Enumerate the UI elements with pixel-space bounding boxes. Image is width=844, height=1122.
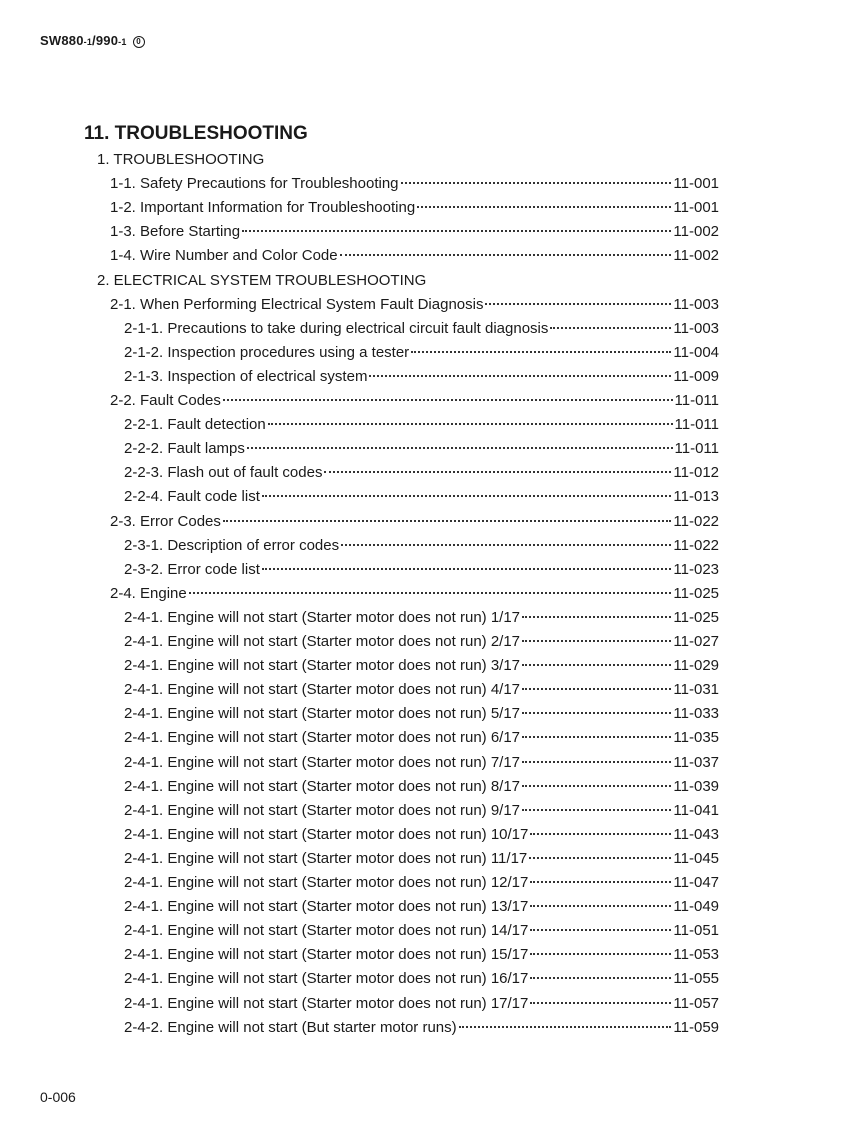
toc-entry-page: 11-009: [673, 367, 719, 385]
toc-entry[interactable]: [97, 270, 719, 294]
toc-entry[interactable]: [110, 221, 719, 245]
toc-entry-page: 11-011: [674, 416, 719, 434]
page-number: 0-006: [40, 1089, 76, 1105]
toc-leader-dots: [529, 857, 671, 859]
toc-entry-page: 11-011: [674, 392, 719, 409]
toc-leader-dots: [341, 544, 671, 546]
toc-entry[interactable]: [124, 920, 719, 944]
toc-entry-page: 11-012: [673, 464, 719, 482]
toc-entry-label: 2-4-1. Engine will not start (Starter motor does not run) 14/17: [124, 922, 529, 940]
toc-leader-dots: [268, 423, 673, 425]
toc-leader-dots: [530, 929, 671, 931]
toc-leader-dots: [522, 616, 671, 618]
toc-entry[interactable]: [124, 872, 719, 896]
toc-entry-label: 2-4-1. Engine will not start (Starter motor does not run) 16/17: [124, 970, 529, 988]
toc-entry-page: 11-047: [673, 874, 719, 891]
toc-entry-label: 2-4-1. Engine will not start (Starter motor does not run) 5/17: [124, 705, 521, 723]
toc-leader-dots: [530, 881, 671, 883]
model-sub-1: -1: [83, 37, 93, 47]
toc-entry[interactable]: [124, 462, 719, 486]
toc-entry[interactable]: [124, 366, 719, 390]
toc-entry-page: 11-031: [673, 681, 719, 699]
toc-entry-label: 2-3-2. Error code list: [124, 560, 260, 578]
toc-entry[interactable]: [124, 727, 719, 751]
toc-entry[interactable]: [110, 294, 719, 318]
toc-leader-dots: [401, 182, 672, 184]
toc-entry-page: 11-003: [673, 295, 719, 313]
toc-entry[interactable]: [124, 679, 719, 703]
toc-entry-page: 11-043: [673, 825, 719, 843]
toc-entry-label: 2-2-4. Fault code list: [124, 488, 260, 506]
toc-entry[interactable]: [124, 535, 719, 559]
toc-entry[interactable]: [124, 607, 719, 631]
toc-entry[interactable]: [124, 848, 719, 872]
toc-entry[interactable]: [124, 703, 719, 727]
toc-entry-page: 11-022: [673, 512, 719, 530]
toc-leader-dots: [223, 520, 672, 522]
toc-leader-dots: [530, 833, 671, 835]
toc-entry[interactable]: [124, 993, 719, 1017]
toc-leader-dots: [262, 568, 672, 570]
toc-entry[interactable]: [124, 824, 719, 848]
toc-leader-dots: [530, 905, 671, 907]
toc-entry[interactable]: [110, 583, 719, 607]
circle-mark: 0: [133, 36, 145, 48]
document-header: [40, 33, 145, 48]
model-sub-2: -1: [118, 37, 127, 47]
toc-entry-label: 2-4-1. Engine will not start (Starter motor does not run) 7/17: [124, 753, 521, 771]
toc-entry[interactable]: [97, 149, 719, 173]
toc-entry-page: 11-039: [673, 777, 719, 795]
toc-entry-label: 2-1. When Performing Electrical System Fault Diagnosis: [110, 295, 484, 313]
toc-leader-dots: [522, 712, 671, 714]
toc-leader-dots: [247, 447, 673, 449]
toc-entry-page: 11-049: [673, 898, 719, 916]
toc-entry-page: 11-027: [673, 633, 719, 650]
toc-leader-dots: [522, 664, 671, 666]
toc-leader-dots: [324, 471, 671, 473]
model-main: SW880: [40, 33, 84, 48]
toc-entry-page: 11-029: [673, 657, 719, 675]
toc-leader-dots: [522, 785, 671, 787]
toc-entry-label: 2-4-1. Engine will not start (Starter motor does not run) 11/17: [124, 849, 528, 867]
toc-entry[interactable]: [124, 752, 719, 776]
toc-entry-label: 2-3. Error Codes: [110, 512, 221, 530]
toc-leader-dots: [459, 1026, 672, 1028]
toc-entry[interactable]: [124, 486, 719, 510]
toc-entry-label: 2-1-3. Inspection of electrical system: [124, 367, 368, 385]
toc-entry-label: 2-2. Fault Codes: [110, 392, 221, 409]
toc-entry-label: 2-2-1. Fault detection: [124, 416, 266, 434]
toc-entry[interactable]: [110, 173, 719, 197]
toc-entry-page: 11-057: [673, 994, 719, 1012]
toc-entry-page: 11-022: [673, 536, 719, 554]
toc-entry[interactable]: [110, 245, 719, 269]
toc-leader-dots: [522, 736, 671, 738]
toc-entry[interactable]: [124, 968, 719, 992]
toc-entry-label: 2-4-1. Engine will not start (Starter motor does not run) 6/17: [124, 729, 521, 747]
toc-entry-label: 2-4-1. Engine will not start (Starter motor does not run) 4/17: [124, 681, 521, 699]
toc-entry-label: 2-2-3. Flash out of fault codes: [124, 464, 323, 482]
toc-entry-label: 2-4-1. Engine will not start (Starter motor does not run) 1/17: [124, 608, 521, 626]
model-sep: /990: [92, 33, 119, 48]
toc-entry-page: 11-025: [673, 584, 719, 602]
toc-entry[interactable]: [110, 511, 719, 535]
toc-entry[interactable]: [124, 896, 719, 920]
toc-entry-page: 11-002: [673, 223, 719, 241]
toc-entry-label: 2-4-1. Engine will not start (Starter motor does not run) 12/17: [124, 874, 529, 891]
toc-entry-label: 2-4-1. Engine will not start (Starter motor does not run) 8/17: [124, 777, 521, 795]
toc-entry-label: 2-4-1. Engine will not start (Starter motor does not run) 15/17: [124, 946, 529, 964]
toc-entry-page: 11-004: [673, 343, 719, 361]
toc-entry-page: 11-003: [673, 319, 719, 337]
toc-entry-label: 2. ELECTRICAL SYSTEM TROUBLESHOOTING: [97, 271, 427, 289]
toc-entry[interactable]: [124, 342, 719, 366]
toc-leader-dots: [417, 206, 671, 208]
toc-entry[interactable]: [124, 318, 719, 342]
toc-entry-label: 2-4-1. Engine will not start (Starter motor does not run) 2/17: [124, 633, 521, 650]
toc-entry-label: 2-4-1. Engine will not start (Starter motor does not run) 3/17: [124, 657, 521, 675]
toc-leader-dots: [522, 761, 671, 763]
toc-entry[interactable]: [124, 438, 719, 462]
toc-leader-dots: [485, 303, 671, 305]
toc-entry[interactable]: [110, 197, 719, 221]
toc-entry-page: 11-013: [673, 488, 719, 506]
toc-entry-page: 11-025: [673, 608, 719, 626]
toc-leader-dots: [411, 351, 671, 353]
toc-leader-dots: [530, 977, 671, 979]
toc-entry-page: 11-023: [673, 560, 719, 578]
toc-entry-page: 11-041: [673, 801, 719, 819]
toc-entry-label: 1. TROUBLESHOOTING: [97, 151, 265, 168]
toc-entry[interactable]: [110, 390, 719, 414]
toc-entry[interactable]: [124, 1017, 719, 1041]
toc-entry-page: 11-001: [673, 175, 719, 193]
toc-entry-label: 2-1-1. Precautions to take during electrical circuit fault diagnosis: [124, 319, 549, 337]
toc-leader-dots: [530, 953, 671, 955]
toc-leader-dots: [522, 640, 671, 642]
toc-leader-dots: [262, 495, 672, 497]
toc-leader-dots: [530, 1002, 671, 1004]
toc-entry-label: 1-4. Wire Number and Color Code: [110, 247, 338, 265]
toc-entry-label: 2-4-2. Engine will not start (But starter motor runs): [124, 1018, 457, 1036]
toc-entry-page: 11-035: [673, 729, 719, 747]
toc-entry-label: 1-1. Safety Precautions for Troubleshooting: [110, 175, 399, 193]
toc-leader-dots: [189, 592, 672, 594]
toc-entry[interactable]: [124, 655, 719, 679]
toc-entry-page: 11-053: [673, 946, 719, 964]
toc-leader-dots: [522, 688, 671, 690]
toc-entry-page: 11-045: [673, 849, 719, 867]
toc-entry-page: 11-051: [673, 922, 719, 940]
toc-entry-label: 2-2-2. Fault lamps: [124, 440, 245, 458]
toc-leader-dots: [369, 375, 671, 377]
toc-entry[interactable]: [124, 559, 719, 583]
toc-entry[interactable]: [124, 800, 719, 824]
toc-entry-page: 11-059: [673, 1018, 719, 1036]
toc-leader-dots: [522, 809, 671, 811]
toc-entry-label: 2-4-1. Engine will not start (Starter motor does not run) 9/17: [124, 801, 521, 819]
toc-entry-page: 11-037: [673, 753, 719, 771]
toc-entry-label: 2-4-1. Engine will not start (Starter motor does not run) 10/17: [124, 825, 529, 843]
toc-leader-dots: [223, 399, 673, 401]
toc-entry-label: 2-3-1. Description of error codes: [124, 536, 340, 554]
toc-entry-page: 11-055: [673, 970, 719, 988]
toc-entry-label: 1-3. Before Starting: [110, 223, 241, 241]
toc-entry[interactable]: [124, 631, 719, 655]
toc-entry-label: 2-4-1. Engine will not start (Starter motor does not run) 13/17: [124, 898, 529, 916]
toc-entry[interactable]: [124, 944, 719, 968]
toc-entry[interactable]: [124, 414, 719, 438]
toc-entry-page: 11-011: [674, 440, 719, 458]
toc-entry-label: 2-4-1. Engine will not start (Starter motor does not run) 17/17: [124, 994, 529, 1012]
chapter-title: 11. TROUBLESHOOTING: [84, 123, 308, 144]
toc-entry-page: 11-001: [673, 199, 719, 217]
toc-entry-label: 2-4. Engine: [110, 584, 187, 602]
toc-entry-label: 1-2. Important Information for Troubleshooting: [110, 199, 416, 217]
toc-entry-page: 11-033: [673, 705, 719, 723]
toc-entry[interactable]: [124, 776, 719, 800]
toc-entry-page: 11-002: [673, 247, 719, 265]
toc-entry-label: 2-1-2. Inspection procedures using a tester: [124, 343, 410, 361]
toc-leader-dots: [242, 230, 671, 232]
toc-leader-dots: [550, 327, 671, 329]
toc-leader-dots: [340, 254, 672, 256]
